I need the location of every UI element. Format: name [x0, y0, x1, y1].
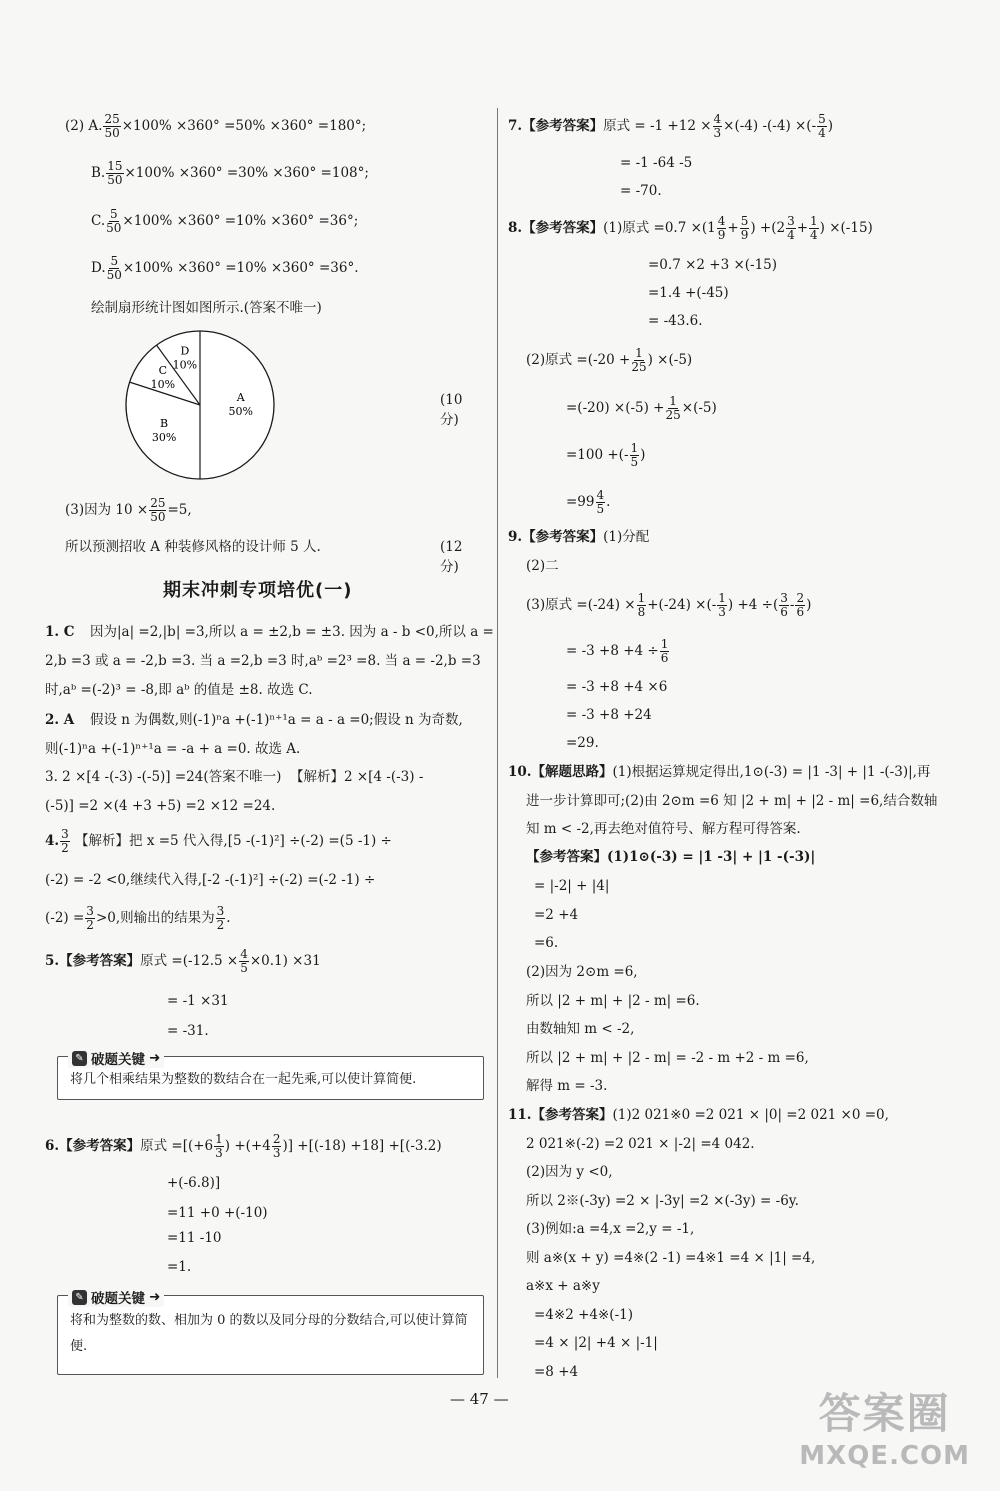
column-divider [497, 108, 498, 1378]
q8-part2-line-2: =(-20) ×(-5) + $\frac{1}{25}$ ×(-5) [566, 394, 717, 422]
q10-line-7: =6. [534, 935, 559, 951]
fraction: $\frac{4}{9}$ [717, 214, 726, 242]
q11-line-4: 所以 2※(-3y) =2 × |-3y| =2 ×(-3y) = -6y. [526, 1193, 799, 1209]
q11-line-6: 则 a※(x + y) =4※(2 -1) =4※1 =4 × |1| =4, [526, 1250, 816, 1266]
p2-line-2: 则(-1)ⁿa +(-1)ⁿ⁺¹a = -a + a =0. 故选 A. [45, 741, 301, 757]
q2-line-b: B. $\frac{15}{50}$ ×100% ×360° =30% ×360° =108°; [91, 159, 369, 187]
bulb-icon: ✎ [72, 1290, 87, 1305]
fraction: $\frac{3}{2}$ [216, 904, 225, 932]
q11-line-10: =8 +4 [534, 1364, 579, 1380]
key-box-1 [57, 1050, 484, 1100]
q3-line-1: (3)因为 10 × $\frac{25}{50}$ =5, [65, 496, 192, 524]
p2-line-1: 假设 n 为偶数,则(-1)ⁿa +(-1)ⁿ⁺¹a = a - a =0;假设 n 为奇数, [90, 712, 463, 728]
p6-line-2: +(-6.8)] [167, 1175, 221, 1191]
fraction: $\frac{1}{6}$ [660, 637, 669, 665]
fraction: $\frac{4}{5}$ [596, 488, 605, 516]
fraction: $\frac{1}{3}$ [718, 591, 726, 619]
pie-slice-label: C [158, 364, 168, 378]
q9-line-4: = -3 +8 +4 ÷ $\frac{1}{6}$ [566, 637, 669, 665]
p6-line-3: =11 +0 +(-10) [167, 1205, 268, 1221]
fraction: $\frac{3}{6}$ [780, 591, 788, 619]
pie-slice-label: D [180, 344, 190, 358]
watermark-logo: 答案圈 MXQE.COM [799, 1389, 970, 1471]
q10-answer-line: 【参考答案】(1)1⊙(-3) = |1 -3| + |1 -(-3)| [526, 849, 816, 865]
p5-line-3: = -31. [167, 1023, 209, 1039]
fraction: $\frac{2}{3}$ [272, 1132, 281, 1160]
q9-line-7: =29. [566, 735, 599, 751]
q10-line-10: 由数轴知 m < -2, [526, 1021, 635, 1037]
fraction: $\frac{1}{25}$ [665, 394, 681, 422]
fraction: $\frac{5}{9}$ [740, 214, 749, 242]
fraction: $\frac{25}{50}$ [150, 496, 166, 524]
q8-line-1: 8.【参考答案】(1)原式 =0.7 ×(1 $\frac{4}{9}$ + $\frac{5}{9}$ ) +(2 $\frac{3}{4}$ + $\frac{1}{4}$ ) ×(-15) [508, 214, 873, 242]
fraction: $\frac{4}{5}$ [240, 947, 248, 975]
pie-chart [120, 325, 280, 485]
q9-line-3: (3)原式 =(-24) × $\frac{1}{8}$ +(-24) ×(- $\frac{1}{3}$ ) +4 ÷( $\frac{3}{6}$ - $\frac{2}{6}$ ) [526, 591, 812, 619]
fraction: $\frac{3}{4}$ [787, 214, 795, 242]
key-box-text: 将和为整数的数、相加为 0 的数以及同分母的分数结合,可以使计算简便. [70, 1313, 468, 1354]
q9-line-5: = -3 +8 +4 ×6 [566, 679, 668, 695]
q9-line-2: (2)二 [526, 558, 559, 574]
q10-line-6: =2 +4 [534, 907, 579, 923]
q10-line-5: = |-2| + |4| [534, 878, 610, 894]
q10-line-8: (2)因为 2⊙m =6, [526, 964, 638, 980]
q11-line-8: =4※2 +4※(-1) [534, 1307, 633, 1323]
p1-line-3: 时,aᵇ =(-2)³ = -8,即 aᵇ 的值是 ±8. 故选 C. [45, 682, 313, 698]
fraction: $\frac{1}{3}$ [215, 1132, 223, 1160]
q11-line-1: 11.【参考答案】(1)2 021※0 =2 021 × |0| =2 021 ×0 =0, [508, 1107, 889, 1123]
fraction: $\frac{4}{3}$ [713, 112, 722, 140]
q2-line-d: D. $\frac{5}{50}$ ×100% ×360° =10% ×360° =36°. [91, 254, 359, 282]
p3-line-1: 3. 2 ×[4 -(-3) -(-5)] =24(答案不唯一) 【解析】2 ×[4 -(-3) - [45, 769, 424, 785]
q8-line-2: =0.7 ×2 +3 ×(-15) [648, 257, 778, 273]
fraction: $\frac{1}{8}$ [637, 591, 646, 619]
p2-number: 2. A [45, 712, 75, 728]
p4-line-2: (-2) = -2 <0,继续代入得,[-2 -(-1)²] ÷(-2) =(-2 -1) ÷ [45, 872, 376, 888]
key-box-text: 将几个相乘结果为整数的数结合在一起先乘,可以使计算简便. [70, 1072, 417, 1087]
key-box-header: ✎ 破题关键 ➜ [68, 1287, 164, 1307]
p4-line-1: 4. $\frac{3}{2}$ 【解析】把 x =5 代入得,[5 -(-1)²] ÷(-2) =(5 -1) ÷ [45, 827, 392, 855]
p6-line-4: =11 -10 [167, 1230, 222, 1246]
p1-line-1: 因为|a| =2,|b| =3,所以 a = ±2,b = ±3. 因为 a - b <0,所以 a = [90, 624, 494, 640]
fraction: $\frac{5}{50}$ [106, 254, 122, 282]
q10-line-9: 所以 |2 + m| + |2 - m| =6. [526, 993, 700, 1009]
q11-line-5: (3)例如:a =4,x =2,y = -1, [526, 1221, 695, 1237]
q7-line-1: 7.【参考答案】原式 = -1 +12 × $\frac{4}{3}$ ×(-4) -(-4) ×(- $\frac{5}{4}$ ) [508, 112, 834, 140]
q8-line-3: =1.4 +(-45) [648, 285, 729, 301]
pie-slice-label: B [160, 417, 169, 431]
p6-line-5: =1. [167, 1259, 192, 1275]
fraction: $\frac{15}{50}$ [107, 159, 123, 187]
q2-line-a: (2) A. $\frac{25}{50}$ ×100% ×360° =50% ×360° =180°; [65, 112, 367, 140]
p6-line-1: 6.【参考答案】原式 =[(+6 $\frac{1}{3}$ ) +(+4 $\frac{2}{3}$ )] +[(-18) +18] +[(-3.2) [45, 1132, 442, 1160]
q10-line-3: 知 m < -2,再去绝对值符号、解方程可得答案. [526, 821, 801, 837]
fraction: $\frac{1}{5}$ [630, 441, 639, 469]
q10-line-11: 所以 |2 + m| + |2 - m| = -2 - m +2 - m =6, [526, 1050, 809, 1066]
p5-line-1: 5.【参考答案】原式 =(-12.5 × $\frac{4}{5}$ ×0.1) ×31 [45, 947, 321, 975]
q10-line-1: 10.【解题思路】(1)根据运算规定得出,1⊙(-3) = |1 -3| + |1 -(-3)|,再 [508, 764, 931, 780]
arrow-icon: ➜ [149, 1289, 161, 1305]
fraction: $\frac{25}{50}$ [104, 112, 120, 140]
q8-part2-line-4: =99 $\frac{4}{5}$ . [566, 488, 611, 516]
key-box-2 [57, 1289, 484, 1375]
fraction: $\frac{5}{4}$ [818, 112, 826, 140]
p1-line-2: 2,b =3 或 a = -2,b =3. 当 a =2,b =3 时,aᵇ =2³ =8. 当 a = -2,b =3 [45, 653, 481, 669]
score-12: (12 分) [440, 539, 463, 575]
key-box-header: ✎ 破题关键 ➜ [68, 1048, 164, 1068]
p1-number: 1. C [45, 624, 75, 640]
p3-line-2: (-5)] =2 ×(4 +3 +5) =2 ×12 =24. [45, 798, 276, 814]
q8-part2-line-3: =100 +(- $\frac{1}{5}$ ) [566, 441, 646, 469]
q3-line-2: 所以预测招收 A 种装修风格的设计师 5 人. [65, 539, 321, 555]
q2-line-c: C. $\frac{5}{50}$ ×100% ×360° =10% ×360° =36°; [91, 207, 359, 235]
q11-line-3: (2)因为 y <0, [526, 1164, 613, 1180]
q11-line-9: =4 × |2| +4 × |-1| [534, 1335, 658, 1351]
fraction: $\frac{2}{6}$ [796, 591, 805, 619]
q11-line-2: 2 021※(-2) =2 021 × |-2| =4 042. [526, 1136, 755, 1152]
fraction: $\frac{1}{25}$ [631, 346, 647, 374]
pie-slice-percent: 10% [172, 358, 198, 372]
q7-line-2: = -1 -64 -5 [620, 155, 693, 171]
fraction: $\frac{3}{2}$ [86, 904, 94, 932]
q9-line-1: 9.【参考答案】(1)分配 [508, 529, 650, 545]
p5-line-2: = -1 ×31 [167, 993, 229, 1009]
draw-note: 绘制扇形统计图如图所示.(答案不唯一) [91, 300, 322, 316]
bulb-icon: ✎ [72, 1051, 87, 1066]
q7-line-3: = -70. [620, 183, 662, 199]
q10-line-12: 解得 m = -3. [526, 1078, 608, 1094]
pie-slice-percent: 50% [228, 405, 253, 418]
score-10: (10 分) [440, 392, 463, 428]
pie-slice-percent: 30% [151, 431, 177, 445]
q8-part2-line-1: (2)原式 =(-20 + $\frac{1}{25}$ ) ×(-5) [526, 346, 693, 374]
q9-line-6: = -3 +8 +24 [566, 707, 652, 723]
page-number: — 47 — [450, 1390, 509, 1408]
q8-line-4: = -43.6. [648, 313, 703, 329]
section-title: 期末冲刺专项培优(一) [163, 580, 353, 601]
fraction: $\frac{3}{2}$ [61, 827, 69, 855]
fraction: $\frac{5}{50}$ [106, 207, 122, 235]
q10-line-2: 进一步计算即可;(2)由 2⊙m =6 知 |2 + m| + |2 - m| =6,结合数轴 [526, 793, 938, 809]
q11-line-7: a※x + a※y [526, 1278, 600, 1294]
fraction: $\frac{1}{4}$ [810, 214, 818, 242]
pie-slice-percent: 10% [150, 378, 176, 392]
arrow-icon: ➜ [149, 1050, 161, 1066]
pie-slice-label: A [236, 391, 245, 404]
p4-line-3: (-2) = $\frac{3}{2}$ >0,则输出的结果为 $\frac{3}{2}$ . [45, 904, 231, 932]
